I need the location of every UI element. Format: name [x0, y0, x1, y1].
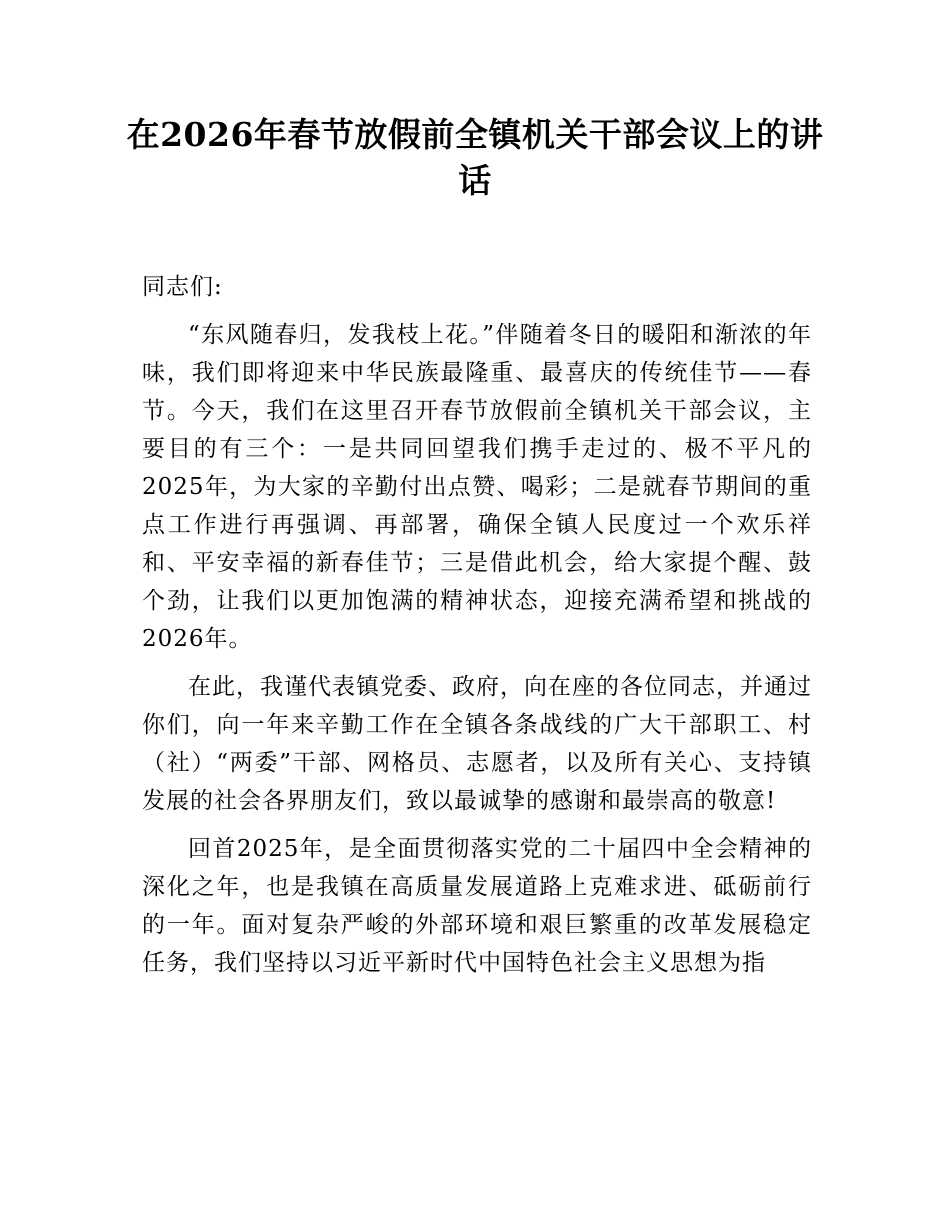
- paragraph-1: “东风随春归，发我枝上花。”伴随着冬日的暖阳和渐浓的年味，我们即将迎来中华民族最隆重、最喜庆的传统佳节——春节。今天，我们在这里召开春节放假前全镇机关干部会议，主要目的有三个：一是共同回望我们携手走过的、极不平凡的2025年，为大家的辛勤付出点赞、喝彩；二是就春节期间的重点工作进行再强调、再部署，确保全镇人民度过一个欢乐祥和、平安幸福的新春佳节；三是借此机会，给大家提个醒、鼓个劲，让我们以更加饱满的精神状态，迎接充满希望和挑战的2026年。: [142, 322, 812, 652]
- document-body: [142, 268, 812, 992]
- paragraph-3: 回首2025年，是全面贯彻落实党的二十届四中全会精神的深化之年，也是我镇在高质量发展道路上克难求进、砥砺前行的一年。面对复杂严峻的外部环境和艰巨繁重的改革发展稳定任务，我们坚持以习近平新时代中国特色社会主义思想为指: [142, 836, 812, 976]
- paragraph-2: 在此，我谨代表镇党委、政府，向在座的各位同志，并通过你们，向一年来辛勤工作在全镇各条战线的广大干部职工、村（社）“两委”干部、网格员、志愿者，以及所有关心、支持镇发展的社会各界朋友们，致以最诚挚的感谢和最崇高的敬意!: [142, 674, 812, 814]
- salutation: 同志们:: [142, 274, 223, 300]
- document-title: 在2026年春节放假前全镇机关干部会议上的讲话: [126, 115, 824, 200]
